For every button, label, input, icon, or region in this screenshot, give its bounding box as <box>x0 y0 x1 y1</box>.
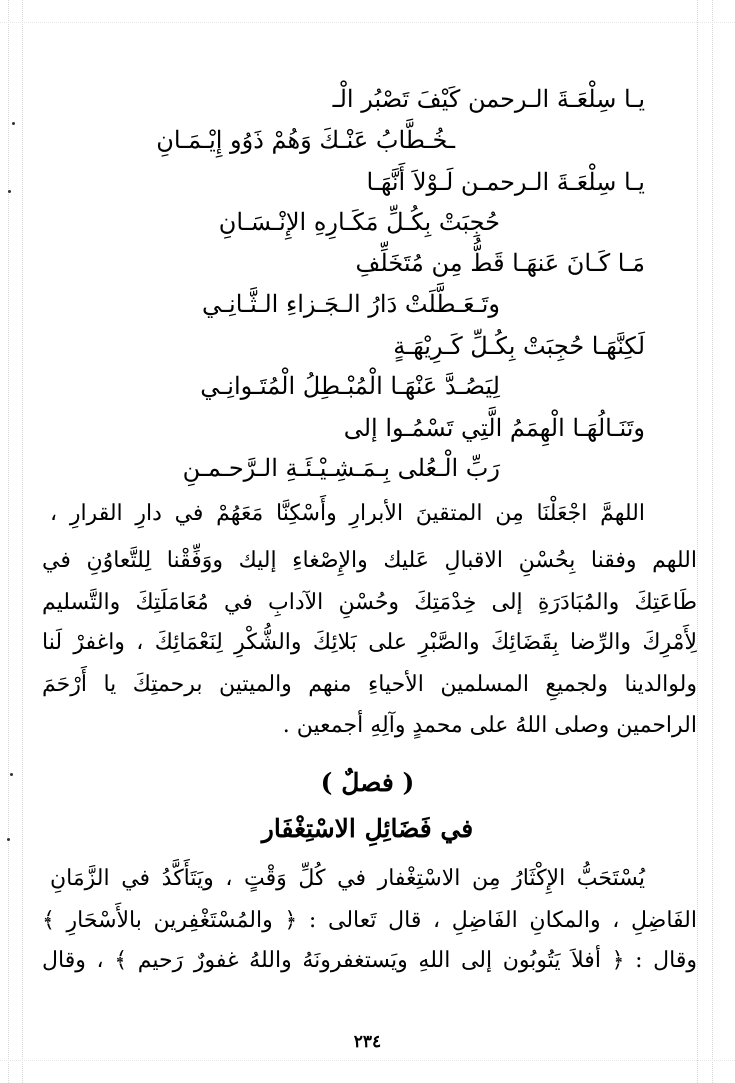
scan-guide-line <box>0 22 735 23</box>
scan-guide-line <box>697 0 698 1083</box>
prayer-line: اللهمَّ اجْعَلْنَا مِن المتقينَ الأبرارِ وأَسْكِنَّا مَعَهُمْ في دارِ القرارِ ، <box>50 501 645 526</box>
body-line: وقال : ﴿ أفلاَ يَتُوبُون إلى اللهِ ويَستغفرونَهُ واللهُ غفورٌ رَحيم ﴾ ، وقال <box>42 948 697 973</box>
poem-verse-2b: حُجِبَتْ بِكُـلِّ مَكَـارِهِ الإِنْـسَـانِ <box>218 208 500 236</box>
poem-verse-1a: يـا سِلْعَـةَ الـرحمن كَيْفَ تَصْبُر الْـ <box>332 85 645 113</box>
poem-verse-4a: لَكِنَّهَـا حُجِبَتْ بِكُـلِّ كَـرِيْهَـةٍ <box>393 332 645 360</box>
body-line: يُسْتَحَبُّ الإِكْثَارُ مِن الاسْتِغْفار في كُلِّ وَقْتٍ ، ويَتَأَكَّدُ في الزَّمَانِ <box>50 866 645 891</box>
prayer-line: ولوالدينا ولجميعِ المسلمين الأحياءِ منهم والميتين برحمتِكَ يا أَرْحَمَ <box>42 672 697 697</box>
poem-verse-2a: يـا سِلْعَـةَ الـرحمـن لَـوْلاَ أَنَّهَـا <box>366 168 645 196</box>
section-label: ( فصلٌ ) <box>320 768 415 797</box>
scan-guide-line <box>8 0 9 1083</box>
body-line: الفَاضِلِ ، والمكانِ الفَاضِلِ ، قال تَعالى : ﴿ والمُسْتَغْفِرين بالأَسْحَارِ ﴾ <box>42 908 697 933</box>
poem-verse-1b: ـخُـطَّابُ عَنْـكَ وَهُمْ ذَوُو إِيْـمَـانِ <box>156 126 455 154</box>
scan-guide-line <box>0 1060 735 1061</box>
poem-verse-5b: رَبِّ الْـعُلى بِـمَـشِـيْـئَـةِ الـرَّحـمـنِ <box>182 454 500 482</box>
section-title: في فَضَائِلِ الاسْتِغْفَار <box>261 814 474 843</box>
prayer-line: اللهم وفقنا بِحُسْنِ الاقبالِ عَليك والإِصْغاءِ إليك ووَفِّقْنا لِلتَّعاوُنِ في <box>42 548 697 573</box>
page-number: ٢٣٤ <box>353 1032 382 1052</box>
scan-guide-line <box>22 0 23 1083</box>
poem-verse-3b: وتَـعَـطَّلَتْ دَارُ الـجَـزاءِ الـثَّـانِـي <box>202 290 500 318</box>
prayer-line: لِأَمْرِكَ والرِّضا بِقَضَائِكَ والصَّبْرِ على بَلائِكَ والشُّكْرِ لِنَعْمَائِكَ ، واغفرْ لَنا <box>42 630 697 655</box>
prayer-line: الراحمين وصلى اللهُ على محمدٍ وآلِهِ أجمعين . <box>282 713 697 738</box>
poem-verse-5a: وتَنَـالُهَـا الْهِمَمُ الَّتِي تَسْمُـوا إلى <box>343 414 645 442</box>
poem-verse-4b: لِيَصُـدَّ عَنْهَـا الْمُبْـطِلُ الْمُتَـوانِـي <box>200 372 500 400</box>
poem-verse-3a: مَـا كَـانَ عَنهَـا قَطُّ مِن مُتَخَلِّفِ <box>355 249 645 277</box>
prayer-line: طَاعَتِكَ والمُبَادَرَةِ إلى خِدْمَتِكَ وحُسْنِ الآدابِ في مُعَامَلَتِكَ والتَّسليم <box>42 590 697 615</box>
scan-guide-line <box>712 0 713 1083</box>
